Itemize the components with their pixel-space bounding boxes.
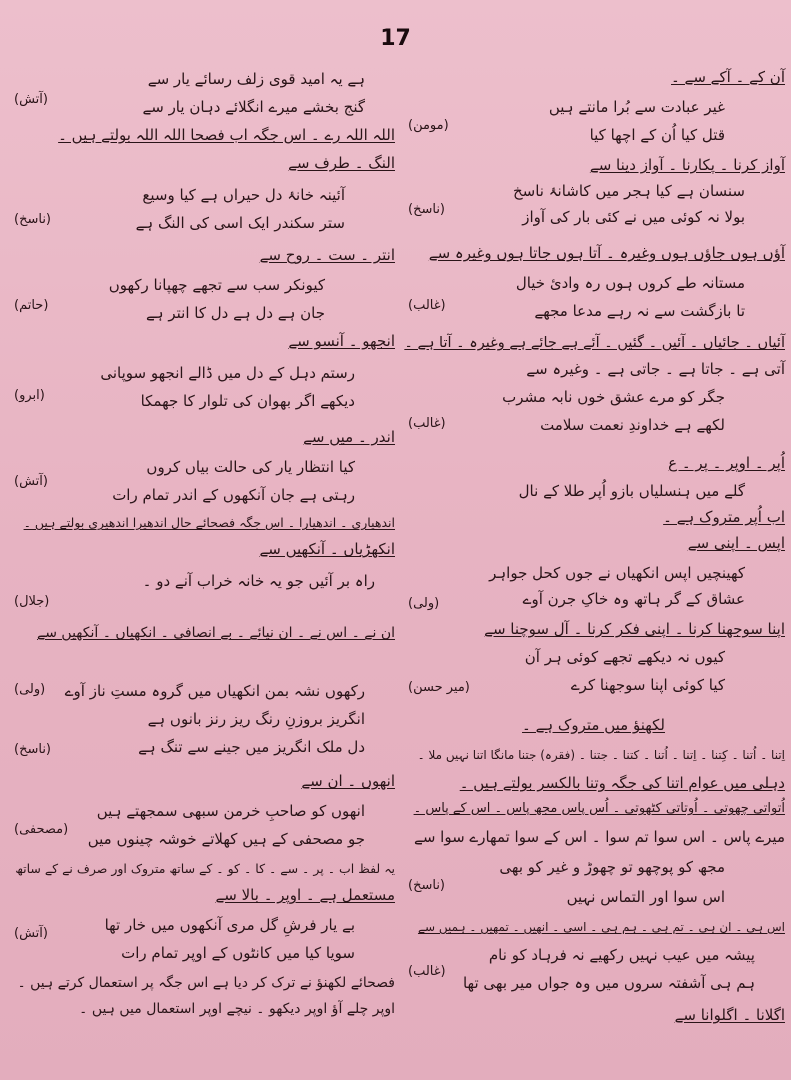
right-line: آؤں ہوں جاؤں ہوں وغیرہ ۔ آتا ہوں جاتا ہوں وغیرہ سے [428,244,785,262]
poet-attribution: (مومن) [408,118,449,133]
right-line: مجھ کو پوچھو تو چھوڑ و غیر کو بھی [499,858,725,876]
left-line: اندر ۔ میں سے [303,428,395,446]
poet-attribution: (ولی) [408,596,440,611]
poet-attribution: (آتش) [14,92,48,107]
right-line: بولا نہ کوئی میں نے کئی بار کی آواز [522,208,745,226]
right-line: آتی ہے ۔ جاتا ہے ۔ جاتی ہے ۔ وغیرہ سے [526,360,785,378]
poet-attribution: (حاتم) [14,298,49,313]
right-line: اپس ۔ اپنی سے [687,534,785,552]
right-column [400,62,785,1072]
right-line: اگلانا ۔ اگلوانا سے [674,1006,785,1024]
right-line: اِتنا ۔ اُتنا ۔ کِتنا ۔ اِتنا ۔ اُتنا ۔ کتنا ۔ جتنا ۔ (فقرہ) جتنا مانگا اتنا نہیں ملا ۔ [417,748,785,762]
left-line: راہ بر آئیں جو یہ خانہ خراب آنے دو ۔ [142,572,375,590]
left-line: النگ ۔ طرف سے [288,154,395,172]
left-line: رکھوں نشہ بمن انکھیاں میں گروہ مستِ ناز آوے [64,682,365,700]
right-line: مستانہ طے کروں ہوں رہ وادیٔ خیال [515,274,745,292]
right-line: تا بازگشت سے نہ رہے مدعا مجھے [534,302,745,320]
left-line: کیا انتظار یار کی حالت بیاں کروں [146,458,355,476]
right-line: اپنا سوجھنا کرنا ۔ اپنی فکر کرنا ۔ آل سوچنا سے [484,620,785,638]
right-line: گلے میں ہنسلیاں بازو اُپر طلا کے نال [518,482,745,500]
right-line: کیا کوئی اپنا سوجھنا کرے [570,676,725,694]
right-line: قتل کیا اُن کے اچھا کیا [589,126,725,144]
left-line: انکھڑیاں ۔ آنکھیں سے [259,540,395,558]
poet-attribution: (ناسخ) [14,212,52,227]
left-line: اوپر چلے آؤ اوپر دیکھو ۔ نیچے اوپر استعمال میں ہیں ۔ [79,1001,395,1017]
left-line: رستم دہل کے دل میں ڈالے انجھو سوپانی [100,364,355,382]
left-line: سویا کیا میں کانٹوں کے اوپر تمام رات [121,944,355,962]
right-line: سنسان ہے کیا ہجر میں کاشانۂ ناسخ [512,182,745,200]
left-line: آئینہ خانۂ دل حیراں ہے کیا وسیع [142,186,345,204]
left-line: بے یار فرشِ گل مری آنکھوں میں خار تھا [104,916,355,934]
right-line: اُتواتی چھوتی ۔ اُوتاتی کٹھوتی ۔ اُس پاس مجھ پاس ۔ اس کے پاس ۔ [413,801,785,816]
page-number: 17 [380,26,411,51]
poet-attribution: (ابرو) [14,388,45,403]
left-line: اندھیاری ۔ اندھیارا ۔ اس جگہ فصحائے حال اندھیرا اندھیری بولتے ہیں ۔ [23,515,395,530]
left-line: انھوں ۔ ان سے [301,772,395,790]
left-line: فصحائے لکھنؤ نے ترک کر دیا ہے اس جگہ پر استعمال کرتے ہیں ۔ [17,975,395,991]
right-line: عشاق کے گر ہاتھ وہ خاکِ جرن آوے [522,590,745,608]
poet-attribution: (آتش) [14,926,48,941]
left-line: مستعمل ہے ۔ اوپر ۔ بالا سے [215,886,395,904]
left-line: رہتی ہے جان آنکھوں کے اندر تمام رات [112,486,355,504]
left-line: اللہ اللہ رے ۔ اس جگہ اب فصحا اللہ اللہ بولتے ہیں ۔ [58,126,395,144]
right-line: کھینچیں اپس انکھیاں نے جوں کحل جواہر [489,564,745,582]
left-line: انتر ۔ ست ۔ روح سے [259,246,395,264]
right-line: اس سوا اور التماس نہیں [566,888,725,906]
left-line: انھوں کو صاحبِ خرمن سبھی سمجھتے ہیں [96,802,365,820]
right-line: اب اُپر متروک ہے ۔ [663,508,785,526]
right-line: آواز کرنا ۔ پکارنا ۔ آواز دینا سے [589,156,785,174]
poet-attribution: (ناسخ) [408,202,446,217]
right-line: دہلی میں عوام اتنا کی جگہ وتنا بالکسر بولتے ہیں ۔ [459,774,785,792]
left-line: انجھو ۔ آنسو سے [288,332,395,350]
left-line: دیکھے اگر بھوان کی تلوار کا جھمکا [140,392,355,410]
poet-attribution: (میر حسن) [408,680,470,695]
left-line: کیونکر سب سے تجھے چھپانا رکھوں [108,276,325,294]
right-line: اس ہی ۔ ان ہی ۔ تم ہی ۔ ہم ہی ۔ اسی ۔ انھیں ۔ تمھیں ۔ ہمیں سے [417,920,785,934]
right-line: کیوں نہ دیکھے تجھے کوئی ہر آن [524,648,725,666]
poet-attribution: (ناسخ) [14,742,52,757]
right-line: میرے پاس ۔ اس سوا تم سوا ۔ اس کے سوا تمھارے سوا سے [414,828,785,846]
poet-attribution: (مصحفی) [14,822,69,837]
right-line: ہم ہی آشفتہ سروں میں وہ جواں میر بھی تھا [462,974,755,992]
right-line: جگر کو مرے عشق خوں نابہ مشرب [502,388,725,406]
left-line: جو مصحفی کے ہیں کھلاتے خوشہ چینوں میں [87,830,365,848]
poet-attribution: (غالب) [408,298,446,313]
left-line: ہے یہ امید قوی زلف رسائے یار سے [147,70,365,88]
poet-attribution: (ولی) [14,682,46,697]
right-line: لکھنؤ میں متروک ہے ۔ [522,716,665,734]
right-line: لکھے ہے خداوندِ نعمت سلامت [540,416,725,434]
right-line: غیر عبادت سے بُرا مانتے ہیں [548,98,725,116]
right-line: پیشہ میں عیب نہیں رکھیے نہ فرہاد کو نام [488,946,755,964]
left-line: یہ لفظ اب ۔ پر ۔ سے ۔ کا ۔ کو ۔ کے ساتھ متروک اور صرف نے کے ساتھ [15,861,395,876]
left-line: دل ملک انگریز میں جینے سے تنگ ہے [138,738,365,756]
left-line: ستر سکندر ایک اسی کی النگ ہے [135,214,345,232]
left-line: گنج بخشے میرے انگلائے دہان یار سے [142,98,365,116]
left-column [10,62,395,1072]
left-line: انگریز بروزنِ رنگ ریز رنز بانوں ہے [147,710,365,728]
right-line: آئیاں ۔ جائیاں ۔ آئیں ۔ گئیں ۔ آئے ہے جائے ہے وغیرہ ۔ آتا ہے ۔ [404,335,785,351]
poet-attribution: (ناسخ) [408,878,446,893]
right-line: اُپر ۔ اوپر ۔ پر ۔ ع [668,454,785,472]
poet-attribution: (غالب) [408,416,446,431]
poet-attribution: (آتش) [14,474,48,489]
left-line: ان نے ۔ اس نے ۔ ان نیائے ۔ بے انصافی ۔ انکھیاں ۔ آنکھیں سے [37,625,395,641]
poet-attribution: (غالب) [408,964,446,979]
left-line: جان ہے دل ہے دل کا انتر ہے [146,304,325,322]
right-line: آن کے ۔ آکے سے ۔ [671,68,785,86]
poet-attribution: (جلال) [14,594,50,609]
